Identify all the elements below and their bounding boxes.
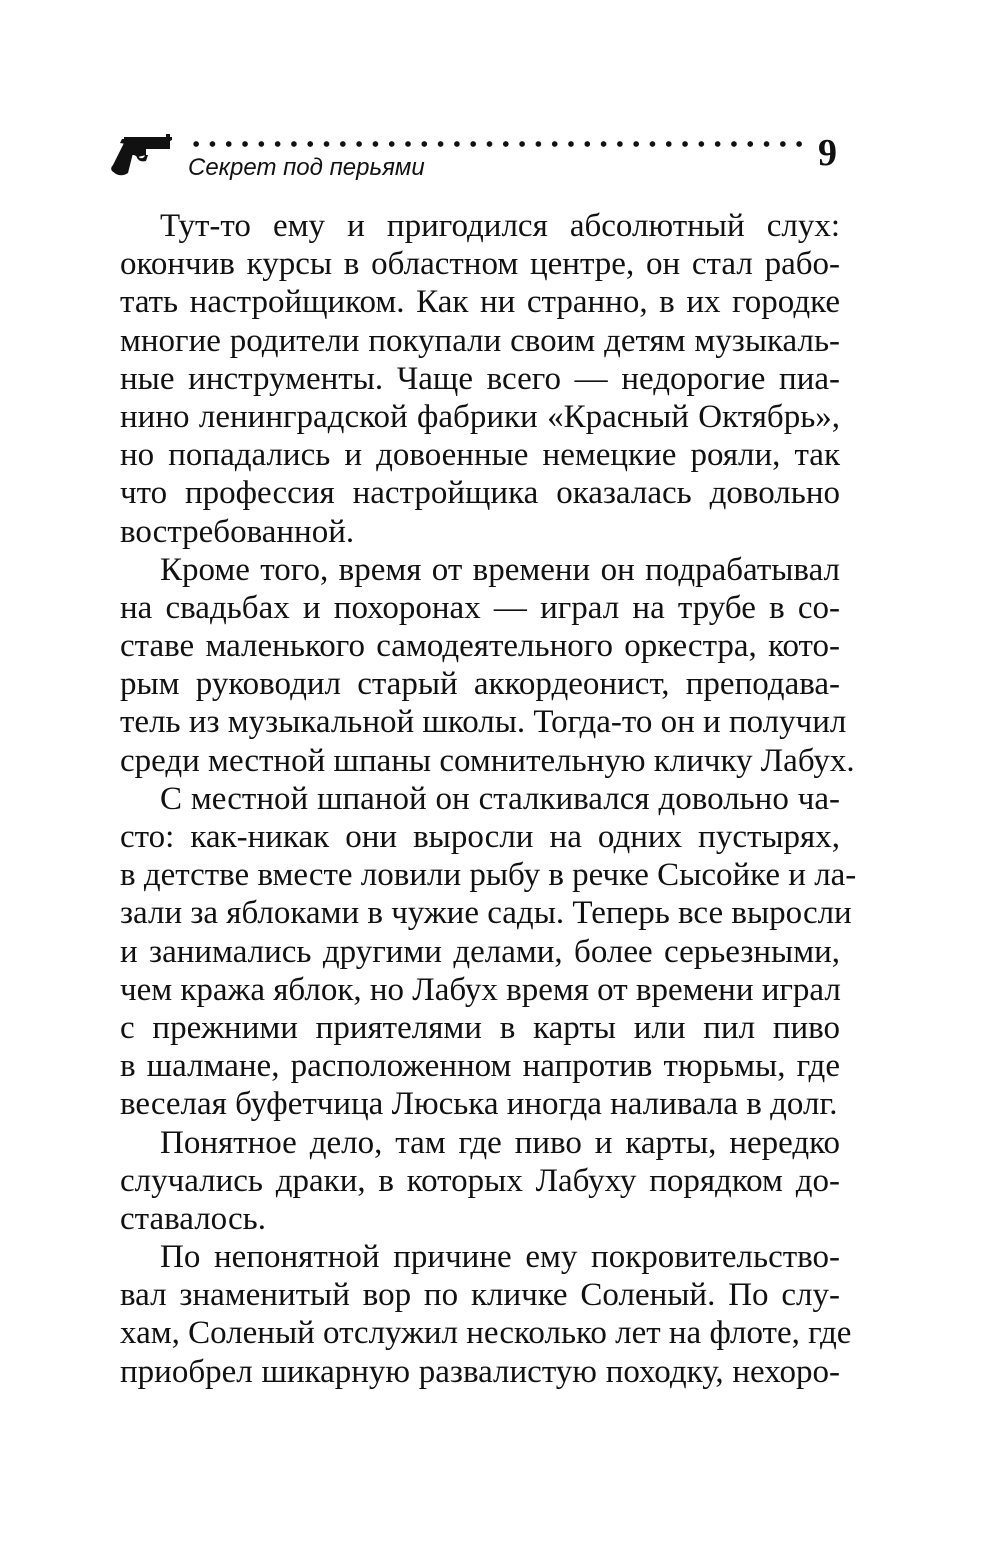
text-line: зали за яблоками в чужие сады. Теперь все выросли <box>120 895 852 932</box>
text-line: веселая буфетчица Люська иногда наливала в долг. <box>120 1086 838 1123</box>
running-title: Секрет под перьями <box>188 154 425 181</box>
paragraph <box>120 551 855 780</box>
text-line: среди местной шпаны сомнительную кличку Лабух. <box>120 742 855 779</box>
text-line: ставалось. <box>120 1200 266 1237</box>
text-line: окончив курсы в областном центре, он стал рабо- <box>120 246 840 283</box>
text-line: и занимались другими делами, более серьезными, <box>120 933 840 970</box>
text-line: в детстве вместе ловили рыбу в речке Сысойке и ла- <box>120 857 857 894</box>
text-line: нино ленинградской фабрики «Красный Октябрь», <box>120 398 840 435</box>
paragraph <box>120 1124 840 1239</box>
text-line: Понятное дело, там где пиво и карты, нередко <box>160 1124 840 1161</box>
text-line: ные инструменты. Чаще всего — недорогие пиа- <box>120 360 840 397</box>
text-line: но попадались и довоенные немецкие рояли, так <box>120 437 840 474</box>
text-line: случались драки, в которых Лабуху порядком до- <box>120 1162 840 1199</box>
revolver-icon <box>110 133 174 177</box>
body-text <box>120 207 857 1391</box>
text-line: Тут-то ему и пригодился абсолютный слух: <box>160 208 840 244</box>
text-line: сто: как-никак они выросли на одних пустырях, <box>120 819 840 855</box>
text-line: ставе маленького самодеятельного оркестра, кото- <box>120 628 840 665</box>
page-number: 9 <box>818 132 837 174</box>
text-line: востребованной. <box>120 513 355 550</box>
text-line: с прежними приятелями в карты или пил пиво <box>120 1009 840 1046</box>
text-line: Кроме того, время от времени он подрабатывал <box>160 551 840 588</box>
text-line: хам, Соленый отслужил несколько лет на флоте, где <box>120 1315 852 1352</box>
text-line: тать настройщиком. Как ни странно, в их городке <box>120 284 840 321</box>
dotted-rule <box>188 140 808 148</box>
paragraph <box>120 780 857 1124</box>
text-line: тель из музыкальной школы. Тогда-то он и получил <box>120 704 847 741</box>
text-line: С местной шпаной он сталкивался довольно ча- <box>160 780 840 817</box>
text-line: чем кража яблок, но Лабух время от времени играл <box>120 971 841 1008</box>
running-header <box>0 0 1000 200</box>
paragraph <box>120 1238 852 1391</box>
text-line: По непонятной причине ему покровительство- <box>160 1239 840 1276</box>
text-line: на свадьбах и похоронах — играл на трубе в со- <box>120 589 840 626</box>
text-line: в шалмане, расположенном напротив тюрьмы, где <box>120 1048 840 1085</box>
text-line: многие родители покупали своим детям музыкаль- <box>120 322 840 359</box>
text-line: приобрел шикарную развалистую походку, нехоро- <box>120 1353 840 1390</box>
text-line: рым руководил старый аккордеонист, преподава- <box>120 666 840 703</box>
paragraph <box>120 207 840 551</box>
text-line: что профессия настройщика оказалась довольно <box>120 475 840 512</box>
text-line: вал знаменитый вор по кличке Соленый. По слу- <box>120 1277 840 1314</box>
